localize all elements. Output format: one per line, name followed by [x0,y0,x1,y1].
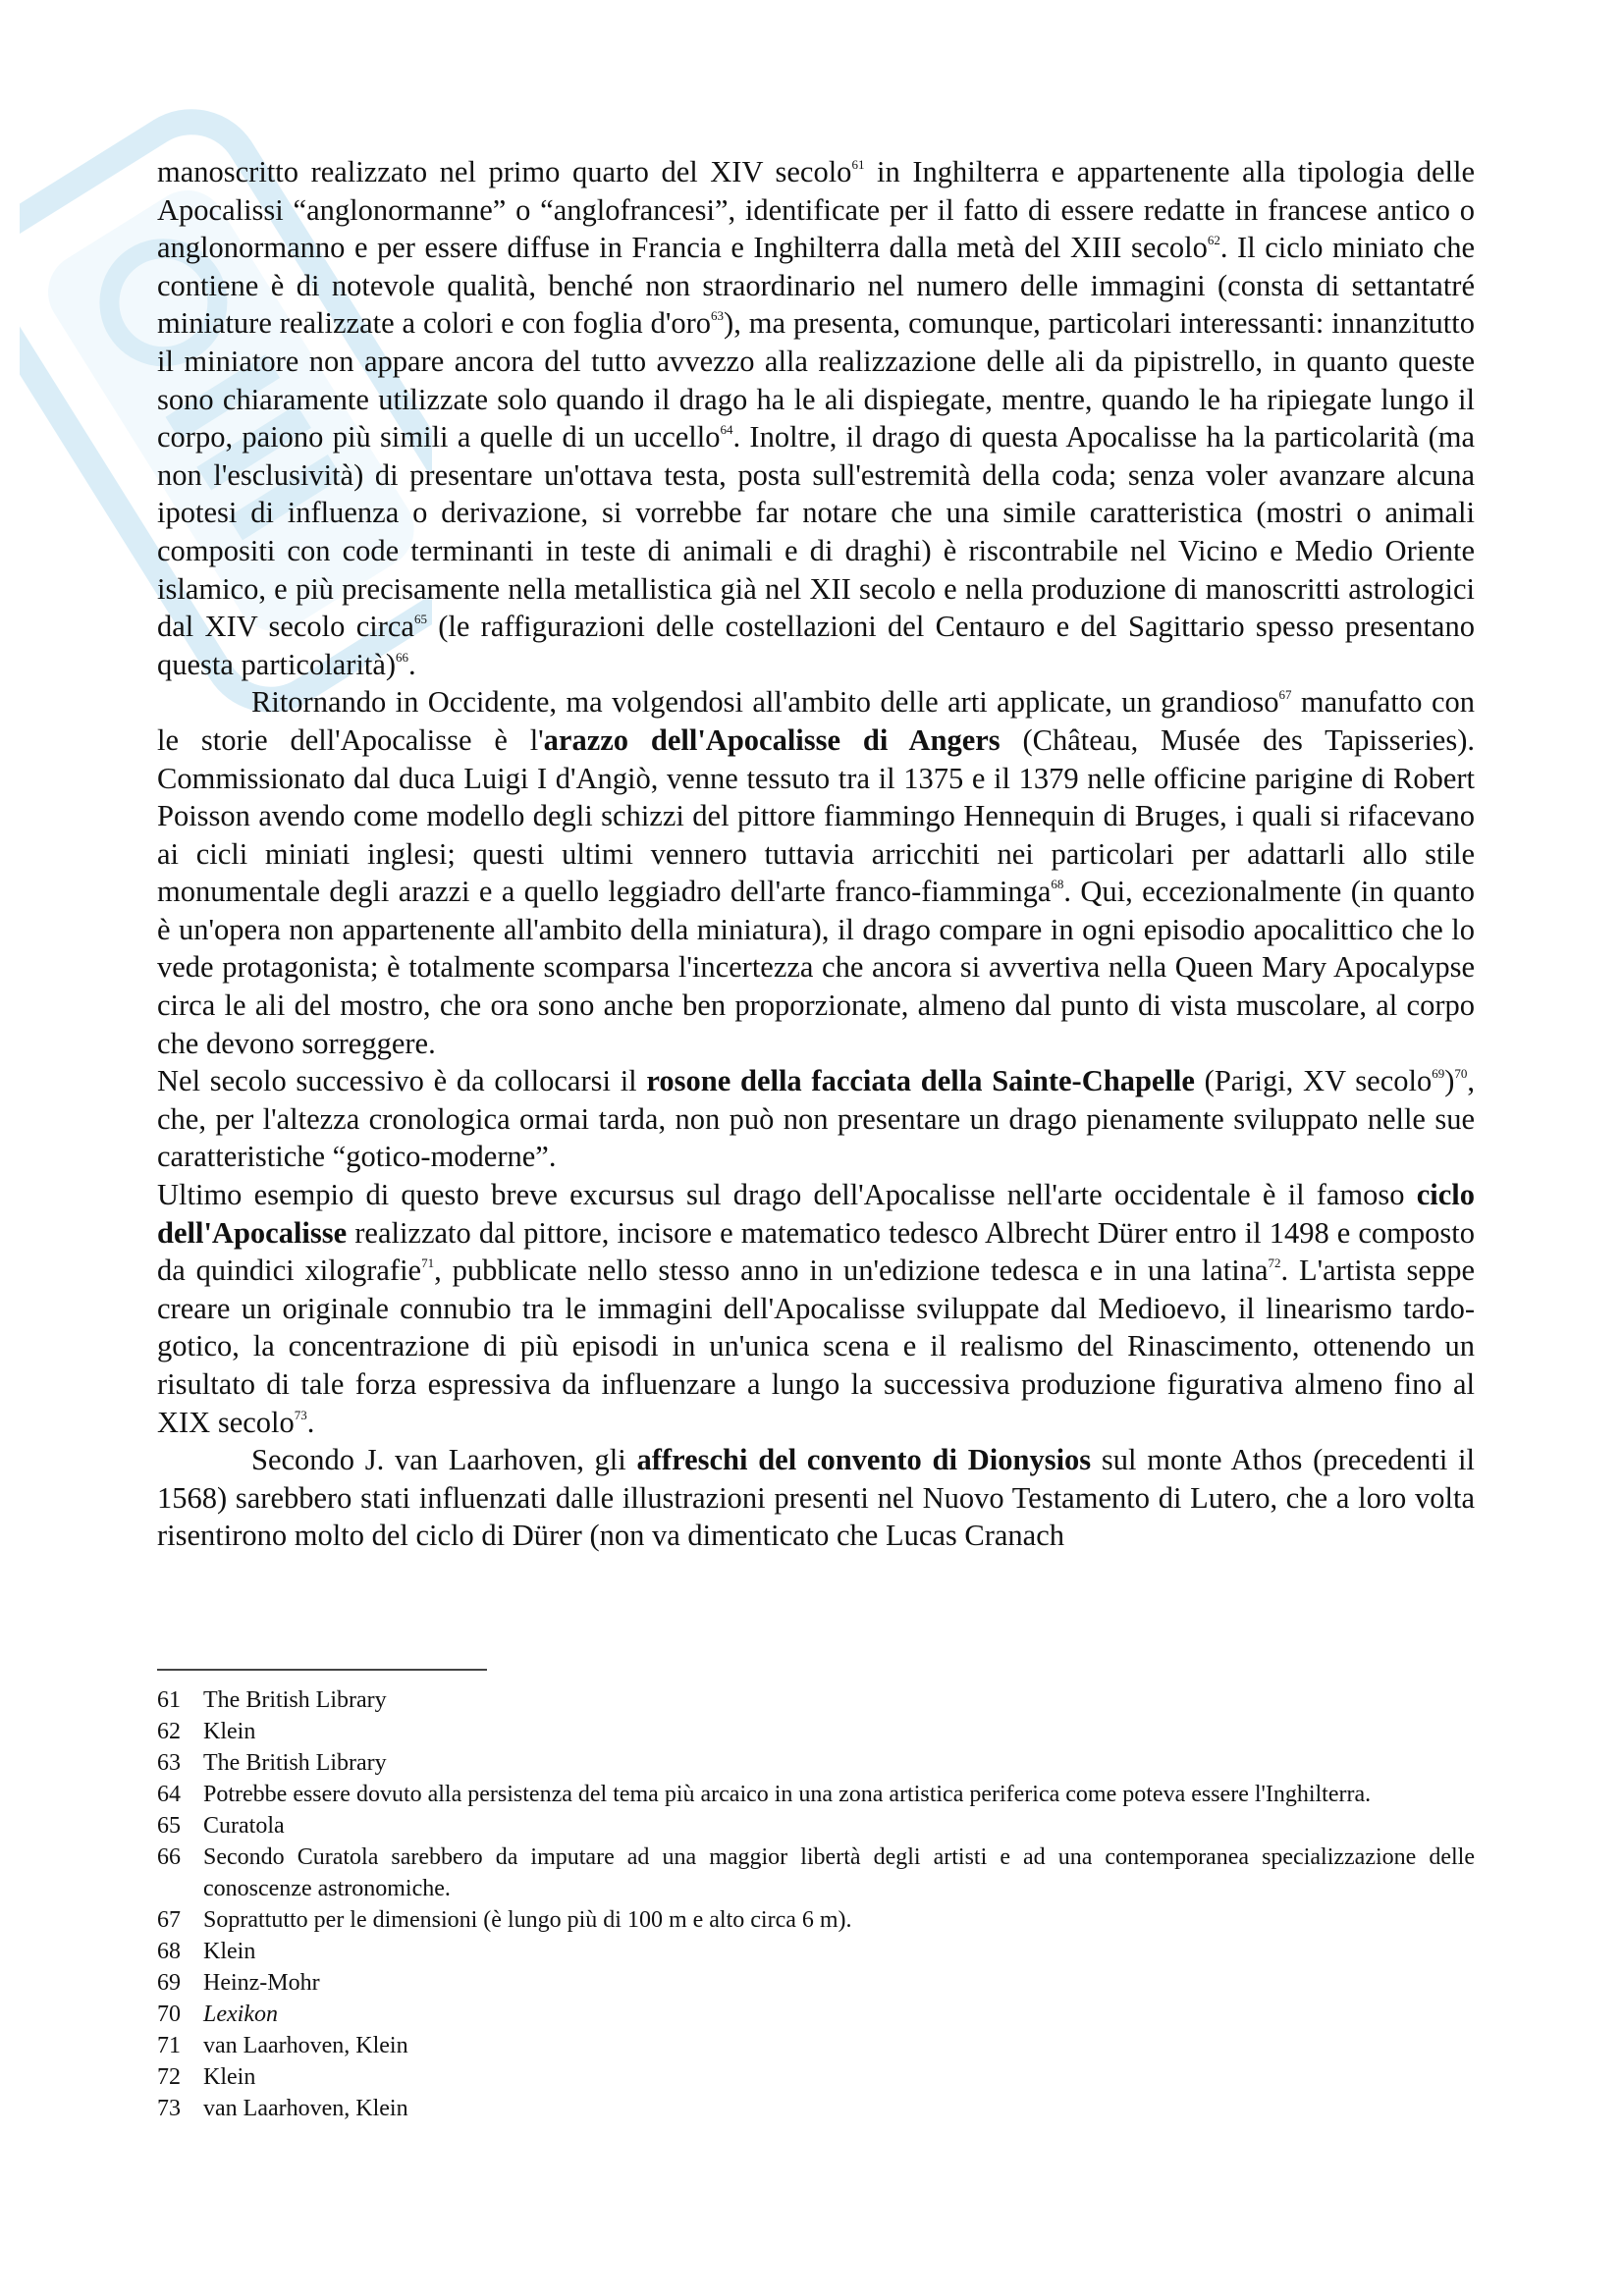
footnote-number: 72 [157,2064,181,2090]
footnote-text: Klein [203,1939,256,1964]
footnote-number: 71 [157,2033,181,2058]
footnote-text: The British Library [203,1750,387,1776]
footnote-number: 65 [157,1813,181,1839]
footnote-text: Lexikon [203,2002,278,2027]
text-run: (Parigi, XV secolo [1194,1064,1433,1098]
paragraph [157,1176,1475,1441]
footnote-item [157,1842,1475,1904]
text-run: sul monte Athos (precedenti il 1568) sarebbero stati influenzati dalle illustrazioni presenti nel Nuovo Testamento di Lutero, che a loro volta risentirono molto del ciclo di Dürer (non va dimenticato che Lucas Cranach [157,1443,1476,1553]
text-run: ), ma presenta, comunque, particolari interessanti: innanzitutto il miniatore non appare ancora del tutto avvezzo alla realizzazione delle ali da pipistrello, in quanto queste sono chiaramente utilizzate solo quando il drago ha le ali dispiegate, mentre, quando le ha ripiegate lungo il corpo, paiono più simili a quelle di un uccello [157,306,1475,454]
footnote-item [157,1747,1475,1779]
footnote-number: 61 [157,1687,181,1713]
footnote-ref: 61 [851,157,865,172]
footnote-item [157,1810,1475,1842]
bold-term: affreschi del convento di Dionysios [636,1443,1092,1477]
footnote-text: Heinz-Mohr [203,1970,320,1996]
footnote-ref: 72 [1268,1255,1281,1271]
footnote-ref: 62 [1207,233,1220,248]
footnote-text: Potrebbe essere dovuto alla persistenza del tema più arcaico in una zona artistica periferica come poteva essere l'Inghilterra. [203,1782,1372,1807]
footnote-ref: 68 [1051,877,1064,892]
footnote-number: 64 [157,1782,181,1807]
footnote-number: 68 [157,1939,181,1964]
footnote-ref: 69 [1432,1066,1445,1082]
footnote-ref: 65 [413,612,427,627]
footnote-text: van Laarhoven, Klein [203,2096,408,2121]
footnote-text: Curatola [203,1813,285,1839]
footnote-item [157,2061,1475,2093]
paragraph [157,153,1475,683]
text-run: . [306,1405,315,1439]
footnote-item [157,1716,1475,1747]
bold-term: rosone della facciata della Sainte-Chapelle [646,1064,1195,1098]
footnote-number: 70 [157,2002,181,2027]
footnote-text: The British Library [203,1687,387,1713]
footnote-item [157,1936,1475,1967]
text-run: realizzato dal pittore, incisore e matematico tedesco Albrecht Dürer entro il 1498 e composto da quindici xilografie [157,1215,1475,1288]
text-run: , pubblicate nello stesso anno in un'edizione tedesca e in una latina [434,1254,1269,1288]
bold-term: ciclo dell'Apocalisse [157,1178,1475,1250]
footnote-item [157,1684,1475,1716]
footnote-text: van Laarhoven, Klein [203,2033,408,2058]
text-run: , che, per l'altezza cronologica ormai tarda, non può non presentare un drago pienamente sviluppato nelle sue caratteristiche “gotico-moderne”. [157,1064,1475,1174]
footnote-ref: 66 [396,649,409,665]
text-run: (le raffigurazioni delle costellazioni del Centauro e del Sagittario spesso presentano questa particolarità) [157,610,1475,681]
text-run: Ritornando in Occidente, ma volgendosi all'ambito delle arti applicate, un grandioso [251,685,1279,720]
text-run: . Inoltre, il drago di questa Apocalisse ha la particolarità (ma non l'esclusività) di presentare un'ottava testa, posta sull'estremità della coda; senza voler avanzare alcuna ipotesi di influenza o derivazione, si vorrebbe far notare che una simile caratteristica (mostri o animali compositi con code terminanti in teste di animali e di draghi) è riscontrabile nel Vicino e Medio Oriente islamico, e più precisamente nella metallistica già nel XII secolo e nella produzione di manoscritti astrologici dal XIV secolo circa [157,420,1475,644]
bold-term: arazzo dell'Apocalisse di Angers [543,722,1001,757]
text-run: in Inghilterra e appartenente alla tipologia delle Apocalissi “anglonormanne” o “anglofrancesi”, identificate per il fatto di essere redatte in francese antico o anglonormanno e per essere diffuse in Francia e Inghilterra dalla metà del XIII secolo [157,155,1475,265]
footnote-separator [157,1669,487,1671]
footnote-item [157,1967,1475,1999]
footnote-number: 67 [157,1907,181,1933]
footnote-number: 69 [157,1970,181,1996]
footnote-text: Klein [203,2064,256,2090]
footnotes [157,1684,1475,2124]
footnote-ref: 63 [711,308,725,324]
footnote-item [157,1904,1475,1936]
footnote-ref: 73 [294,1407,307,1422]
paragraph [157,683,1475,1062]
footnote-number: 73 [157,2096,181,2121]
text-run: . Qui, eccezionalmente (in quanto è un'opera non appartenente all'ambito della miniatura), il drago compare in ogni episodio apocalittico che lo vede protagonista; è totalmente scomparsa l'incertezza che ancora si avvertiva nella Queen Mary Apocalypse circa le ali del mostro, che ora sono anche ben proporzionate, almeno dal punto di vista muscolare, al corpo che devono sorreggere. [157,875,1475,1060]
text-run: manoscritto realizzato nel primo quarto del XIV secolo [157,155,852,188]
main-text [157,153,1475,1555]
footnote-number: 66 [157,1844,181,1870]
footnote-text: Soprattutto per le dimensioni (è lungo più di 100 m e alto circa 6 m). [203,1907,852,1933]
footnote-item [157,2030,1475,2061]
text-run: . [408,647,416,681]
footnote-number: 63 [157,1750,181,1776]
text-run: Secondo J. van Laarhoven, gli [251,1443,637,1477]
text-run: Nel secolo successivo è da collocarsi il [157,1064,647,1098]
paragraph [157,1441,1475,1555]
footnote-ref: 71 [421,1255,435,1271]
text-run: . Il ciclo miniato che contiene è di notevole qualità, benché non straordinario nel numero delle immagini (consta di settantatré miniature realizzate a colori e con foglia d'oro [157,231,1475,341]
footnote-number: 62 [157,1719,181,1744]
footnote-ref: 70 [1454,1066,1468,1082]
footnote-text: Secondo Curatola sarebbero da imputare ad una maggior libertà degli artisti e ad una contemporanea specializzazione delle conoscenze astronomiche. [203,1844,1475,1901]
text-run: Ultimo esempio di questo breve excursus sul drago dell'Apocalisse nell'arte occidentale è il famoso [157,1178,1417,1212]
footnote-item [157,2093,1475,2124]
text-run: . L'artista seppe creare un originale connubio tra le immagini dell'Apocalisse sviluppate dal Medioevo, il linearismo tardo-gotico, la concentrazione di più episodi in un'unica scena e il realismo del Rinascimento, ottenendo un risultato di tale forza espressiva da influenzare a lungo la successiva produzione figurativa almeno fino al XIX secolo [157,1254,1475,1439]
footnote-text: Klein [203,1719,256,1744]
paragraph [157,1062,1475,1176]
footnote-ref: 67 [1278,687,1292,703]
footnote-item [157,1999,1475,2030]
footnote-ref: 64 [720,422,733,438]
text-run: (Château, Musée des Tapisseries). Commissionato dal duca Luigi I d'Angiò, venne tessuto tra il 1375 e il 1379 nelle officine parigine di Robert Poisson avendo come modello degli schizzi del pittore fiammingo Hennequin di Bruges, i quali si rifacevano ai cicli miniati inglesi; questi ultimi vennero tuttavia arricchiti nei particolari per adattarli allo stile monumentale degli arazzi e a quello leggiadro dell'arte franco-fiamminga [157,722,1475,909]
text-run: manufatto con le storie dell'Apocalisse è l' [157,685,1475,757]
text-run: ) [1444,1064,1455,1098]
footnote-item [157,1779,1475,1810]
